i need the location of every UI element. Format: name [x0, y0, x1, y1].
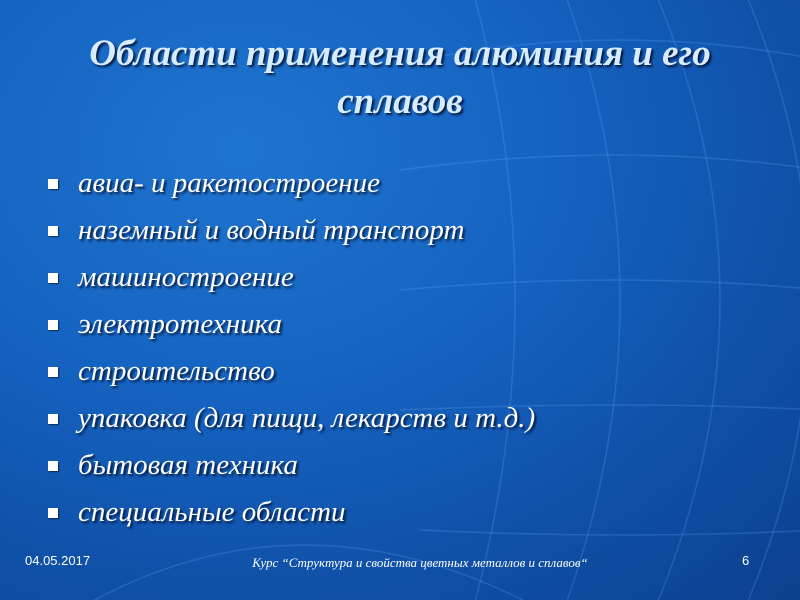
bullet-text: упаковка (для пищи, лекарств и т.д.): [78, 402, 536, 434]
bullet-text: машиностроение: [78, 261, 294, 293]
square-bullet-icon: [48, 414, 58, 424]
bullet-text: строительство: [78, 355, 275, 387]
list-item: [48, 207, 768, 254]
list-item: [48, 395, 768, 442]
square-bullet-icon: [48, 367, 58, 377]
footer-date: 04.05.2017: [25, 553, 91, 568]
bullet-text: специальные области: [78, 496, 346, 528]
list-item: [48, 254, 768, 301]
square-bullet-icon: [48, 320, 58, 330]
list-item: [48, 160, 768, 207]
square-bullet-icon: [48, 226, 58, 236]
list-item: [48, 442, 768, 489]
bullet-text: бытовая техника: [78, 449, 298, 481]
square-bullet-icon: [48, 508, 58, 518]
bullet-text: наземный и водный транспорт: [78, 214, 465, 246]
bullet-text: авиа- и ракетостроение: [78, 167, 380, 199]
bullet-text: электротехника: [78, 308, 282, 340]
page-number: 6: [742, 553, 750, 568]
list-item: [48, 301, 768, 348]
bullet-list: [48, 160, 768, 536]
list-item: [48, 348, 768, 395]
slide-title: Области применения алюминия и его сплавов: [89, 33, 711, 122]
list-item: [48, 489, 768, 536]
square-bullet-icon: [48, 179, 58, 189]
footer-course-title: Курс “Структура и свойства цветных металлов и сплавов“: [252, 555, 588, 570]
square-bullet-icon: [48, 461, 58, 471]
square-bullet-icon: [48, 273, 58, 283]
